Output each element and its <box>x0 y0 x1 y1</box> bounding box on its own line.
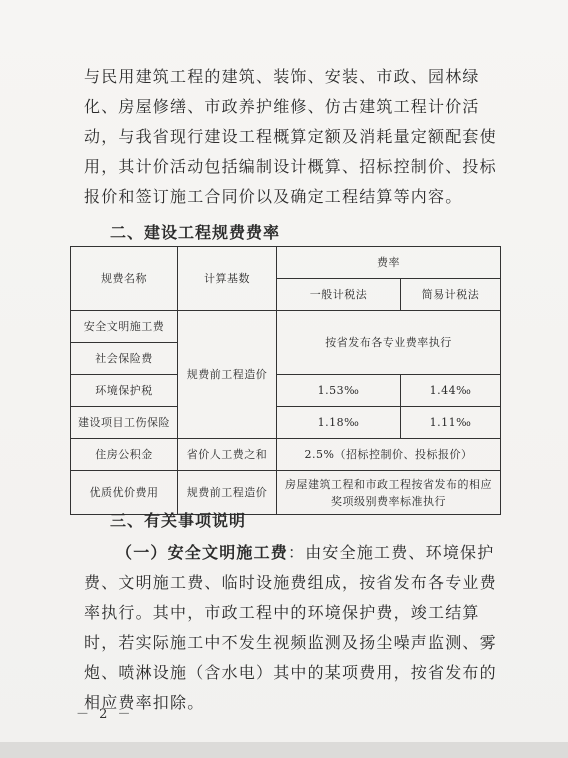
fee-name-cell: 建设项目工伤保险 <box>71 407 178 439</box>
paragraph-lead: （一）安全文明施工费 <box>116 543 289 562</box>
rate-cell: 按省发布各专业费率执行 <box>277 311 501 375</box>
header-general-tax: 一般计税法 <box>277 279 401 311</box>
page-bottom-edge <box>0 742 568 758</box>
rate-cell: 2.5%（招标控制价、投标报价） <box>277 439 501 471</box>
table-row <box>71 439 501 471</box>
table-row <box>71 407 501 439</box>
fee-name-cell: 社会保险费 <box>71 343 178 375</box>
fee-name-cell: 环境保护税 <box>71 375 178 407</box>
calc-base-cell: 规费前工程造价 <box>178 311 277 439</box>
calc-base-cell: 规费前工程造价 <box>178 471 277 515</box>
header-fee-name: 规费名称 <box>71 247 178 311</box>
table-row <box>71 375 501 407</box>
header-calc-base: 计算基数 <box>178 247 277 311</box>
section-heading-notes: 三、有关事项说明 <box>110 511 247 530</box>
fee-name-cell: 住房公积金 <box>71 439 178 471</box>
body-paragraph-2 <box>84 538 504 718</box>
body-paragraph-1: 与民用建筑工程的建筑、装饰、安装、市政、园林绿化、房屋修缮、市政养护维修、仿古建筑工程计价活动，与我省现行建设工程概算定额及消耗量定额配套使用，其计价活动包括编制设计概算、招标控制价、投标报价和签订施工合同价以及确定工程结算等内容。 <box>84 67 497 206</box>
section-heading-fees: 二、建设工程规费费率 <box>110 223 281 242</box>
table-row <box>71 311 501 343</box>
fee-rate-table <box>70 246 501 515</box>
calc-base-cell: 省价人工费之和 <box>178 439 277 471</box>
general-rate-cell: 1.18‰ <box>277 407 401 439</box>
general-rate-cell: 1.53‰ <box>277 375 401 407</box>
header-rate: 费率 <box>277 247 501 279</box>
rate-cell: 房屋建筑工程和市政工程按省发布的相应奖项级别费率标准执行 <box>277 471 501 515</box>
fee-name-cell: 安全文明施工费 <box>71 311 178 343</box>
simple-rate-cell: 1.44‰ <box>401 375 501 407</box>
fee-name-cell: 优质优价费用 <box>71 471 178 515</box>
table-header-row <box>71 247 501 279</box>
header-simple-tax: 简易计税法 <box>401 279 501 311</box>
page-number: － 2 － <box>76 707 134 722</box>
simple-rate-cell: 1.11‰ <box>401 407 501 439</box>
paragraph-body: ：由安全施工费、环境保护费、文明施工费、临时设施费组成，按省发布各专业费率执行。其中，市政工程中的环境保护费，竣工结算时，若实际施工中不发生视频监测及扬尘噪声监测、雾炮、喷淋设施（含水电）其中的某项费用，按省发布的相应费率扣除。 <box>84 543 497 712</box>
